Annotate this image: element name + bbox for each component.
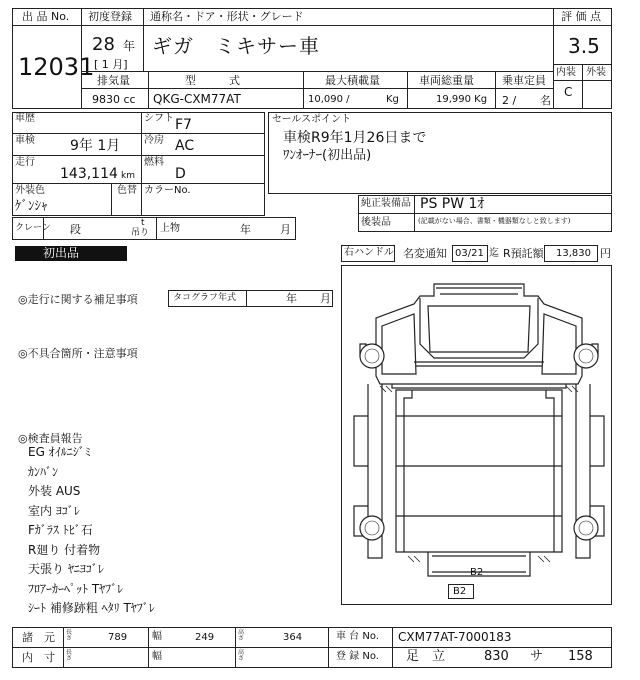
lift-year: 年	[240, 223, 251, 236]
score-value: 3.5	[568, 34, 600, 58]
crane-ton-top: t	[141, 218, 145, 228]
tachograph-month: 月	[320, 292, 331, 305]
max-load: 10,090 /	[308, 94, 350, 105]
gross-weight-label: 車両総重量	[419, 74, 474, 87]
inspector-item: ｶﾝﾊﾞﾝ	[28, 464, 59, 479]
length-label: 長さ	[66, 629, 73, 642]
vehicle-diagram	[341, 265, 612, 605]
first-reg-year: 28	[92, 34, 115, 55]
first-listing-text: 初出品	[43, 246, 80, 260]
tachograph-label: タコグラフ年式	[173, 293, 237, 303]
aftermarket-note: (記載がない場合、書類・機器類なしと致します)	[418, 217, 571, 225]
inspector-item: R廻り 付着物	[28, 542, 101, 557]
ac-label: 冷房	[144, 135, 164, 146]
length-value: 789	[108, 632, 128, 643]
ac-value: AC	[175, 138, 195, 154]
equipment-label: 純正装備品	[361, 198, 411, 209]
color-change-label: 色替	[117, 185, 137, 196]
score-label: 評 価 点	[561, 10, 601, 23]
sales-line-1: 車検R9年1月26日まで	[283, 130, 427, 146]
width-value: 249	[195, 632, 215, 643]
displacement-label: 排気量	[97, 74, 130, 87]
inner-height-label: 高さ	[238, 649, 245, 662]
inner-width-label: 幅	[152, 651, 162, 662]
interior-label: 内装	[556, 67, 576, 78]
height-label: 高さ	[238, 629, 245, 642]
aftermarket-label: 後装品	[361, 217, 391, 228]
interior-grade: C	[564, 85, 573, 99]
shift-label: シフト	[144, 113, 174, 124]
reg-class: 830	[484, 649, 509, 664]
reg-serial: 158	[568, 649, 593, 664]
inspection-label: 車検	[15, 135, 35, 146]
car-name: ギガ ミキサー車	[152, 34, 320, 58]
first-reg-month: [ 1 月]	[94, 58, 128, 71]
inspector-item: 外装 AUS	[28, 484, 81, 498]
crane-label: クレーン	[15, 223, 51, 233]
mileage-value: 143,114	[60, 166, 118, 182]
color-code-label: カラーNo.	[144, 185, 191, 196]
damage-mark-b2-bumper: B2	[453, 586, 467, 597]
capacity: 2 /	[502, 94, 517, 107]
lot-number: 12031	[18, 53, 95, 81]
crane-stage: 段	[70, 223, 81, 236]
lot-label: 出 品 No.	[22, 10, 70, 23]
truck-outline-svg	[342, 266, 613, 606]
width-label: 幅	[152, 631, 162, 642]
lift-month: 月	[280, 223, 291, 236]
dims-label: 諸 元	[22, 631, 55, 644]
mileage-unit: km	[121, 171, 135, 181]
defects-label: ◎不具合箇所・注意事項	[18, 347, 138, 360]
reg-kana: サ	[530, 649, 544, 664]
inspector-item: ﾌﾛｱｰｶｰﾍﾟｯﾄ Tﾔﾌﾞﾚ	[28, 581, 124, 596]
recycle-amount: 13,830	[556, 248, 591, 259]
chassis-number: CXM77AT-7000183	[398, 630, 512, 644]
reg-place: 足 立	[406, 649, 446, 664]
lift-label: 上物	[160, 223, 180, 234]
shift-value: F7	[175, 117, 192, 133]
capacity-label: 乗車定員	[502, 74, 546, 87]
chassis-label: 車 台 No.	[336, 631, 379, 642]
registration-label: 登 録 No.	[336, 651, 379, 662]
inspector-report-label: ◎検査員報告	[18, 432, 83, 445]
inspection-value: 9年 1月	[70, 138, 121, 154]
inner-dims-label: 内 寸	[22, 651, 55, 664]
year-unit: 年	[123, 39, 136, 53]
name-grade-label: 通称名・ドア・形状・グレード	[150, 10, 304, 23]
model-label: 型 式	[185, 74, 240, 87]
color-label: 外装色	[15, 185, 45, 196]
name-change-label: 名変通知	[403, 247, 447, 260]
capacity-unit: 名	[540, 94, 551, 107]
max-load-unit: Kg	[386, 94, 399, 105]
exterior-label: 外装	[586, 67, 606, 78]
displacement: 9830 cc	[92, 93, 136, 106]
inspector-item: EG ｵｲﾙﾆｼﾞﾐ	[28, 445, 91, 459]
fuel-label: 燃料	[144, 157, 164, 168]
name-change-date: 03/21	[455, 248, 484, 259]
fuel-value: D	[175, 166, 186, 182]
inspector-item: 天張り ﾔﾆﾖｺﾞﾚ	[28, 562, 104, 576]
driving-notes-label: ◎走行に関する補足事項	[18, 293, 138, 306]
sales-line-2: ﾜﾝｵｰﾅｰ(初出品)	[283, 148, 372, 163]
history-label: 車歴	[15, 113, 35, 124]
tachograph-year: 年	[286, 292, 297, 305]
max-load-label: 最大積載量	[325, 74, 380, 87]
sales-point-label: セールスポイント	[272, 114, 352, 125]
color-value: ｹﾞﾝｼｬ	[15, 199, 48, 214]
until-label: 迄	[489, 248, 499, 259]
yen-label: 円	[600, 247, 611, 260]
first-reg-label: 初度登録	[88, 10, 132, 23]
gross-weight: 19,990 Kg	[436, 94, 488, 105]
inspector-item: Fｶﾞﾗｽ ﾄﾋﾞ石	[28, 523, 93, 537]
damage-mark-b2-rear: B2	[470, 567, 484, 578]
height-value: 364	[283, 632, 303, 643]
handle-text: 右ハンドル	[344, 247, 394, 258]
equipment-value: PS PW 1ｵ	[420, 196, 485, 212]
inner-length-label: 長さ	[66, 649, 73, 662]
recycle-label: R預託額	[503, 247, 544, 260]
inspector-item: ｼｰﾄ 補修跡粗 ﾍﾀﾘ Tﾔﾌﾞﾚ	[28, 601, 155, 615]
crane-ton: 吊り	[131, 228, 150, 238]
model-code: QKG-CXM77AT	[153, 92, 241, 106]
inspector-item: 室内 ﾖｺﾞﾚ	[28, 503, 80, 518]
mileage-label: 走行	[15, 157, 35, 168]
